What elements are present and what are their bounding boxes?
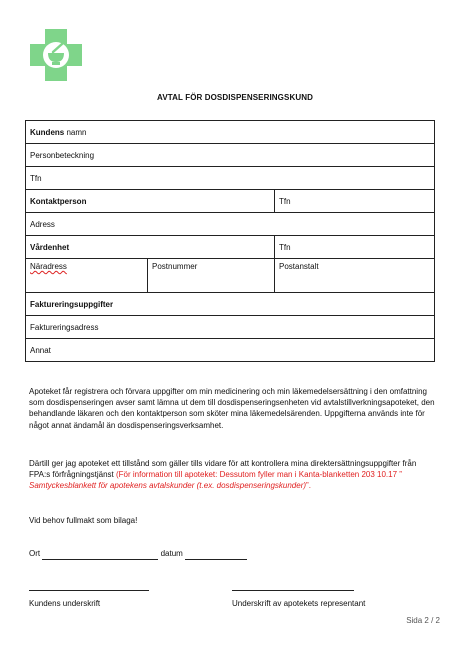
power-of-attorney-note: Vid behov fullmakt som bilaga! [29,516,138,525]
page-number: Sida 2 / 2 [406,616,440,625]
document-title: AVTAL FÖR DOSDISPENSERINGSKUND [157,93,313,102]
pharmacy-signature-line[interactable] [232,590,354,591]
billing-info-cell: Faktureringsuppgifter [26,293,435,316]
personal-id-cell[interactable]: Personbeteckning [26,144,435,167]
contact-phone-cell[interactable]: Tfn [275,190,435,213]
place-date-row [29,548,439,560]
address-cell[interactable]: Adress [26,213,435,236]
pharmacy-signature-label: Underskrift av apotekets representant [232,599,366,608]
customer-form-table [25,120,435,362]
other-cell[interactable]: Annat [26,339,435,362]
consent-paragraph: Apoteket får registrera och förvara uppgifter om min medicinering och min läkemedelsersättning i den omfattning som dosdispenseringen avser samt lämna ut dem till dosdispenseringsenheten vid avtalstillverkningsapoteket, den behandlande läkaren och den kontaktperson som sköter mina läkemedelsärenden. Uppgifterna används inte för något annat ändamål än dosdispenseringsverksamhet. [29,387,435,430]
postal-code-cell[interactable]: Postnummer [148,259,275,293]
mortar-base [52,62,60,65]
contact-person-cell[interactable]: Kontaktperson [26,190,275,213]
care-unit-cell[interactable]: Vårdenhet [26,236,275,259]
care-unit-phone-cell[interactable]: Tfn [275,236,435,259]
near-address-cell[interactable]: Näradress [26,259,148,293]
place-label: Ort [29,549,41,558]
pharmacy-info-note: (För information till apoteket: Dessutom fyller man i Kanta-blanketten 203 10.17 ” Samtyckesblankett för apotekens avtalskunder (t.ex. dosdispenseringskunder)”. [29,470,402,491]
customer-signature-line[interactable] [29,590,149,591]
date-label: datum [160,549,183,558]
pharmacy-cross-logo-icon [28,27,84,83]
place-field[interactable] [42,548,158,560]
customer-signature-label: Kundens underskrift [29,599,101,608]
customer-name-cell[interactable]: Kundens namn [26,121,435,144]
billing-address-cell[interactable]: Faktureringsadress [26,316,435,339]
post-office-cell[interactable]: Postanstalt [275,259,435,293]
phone-cell[interactable]: Tfn [26,167,435,190]
fpa-consent-paragraph: Därtill ger jag apoteket ett tillstånd som gäller tills vidare för att kontrollera mina direktersättningsuppgifter från FPA:s förfrågningstjänst (För information till apoteket: Dessutom fyller man i Kanta-blanketten 203 10.17 ” Samtyckesblankett för apotekens avtalskunder (t.ex. dosdispenseringskunder)”. [29,459,417,491]
date-field[interactable] [185,548,247,560]
